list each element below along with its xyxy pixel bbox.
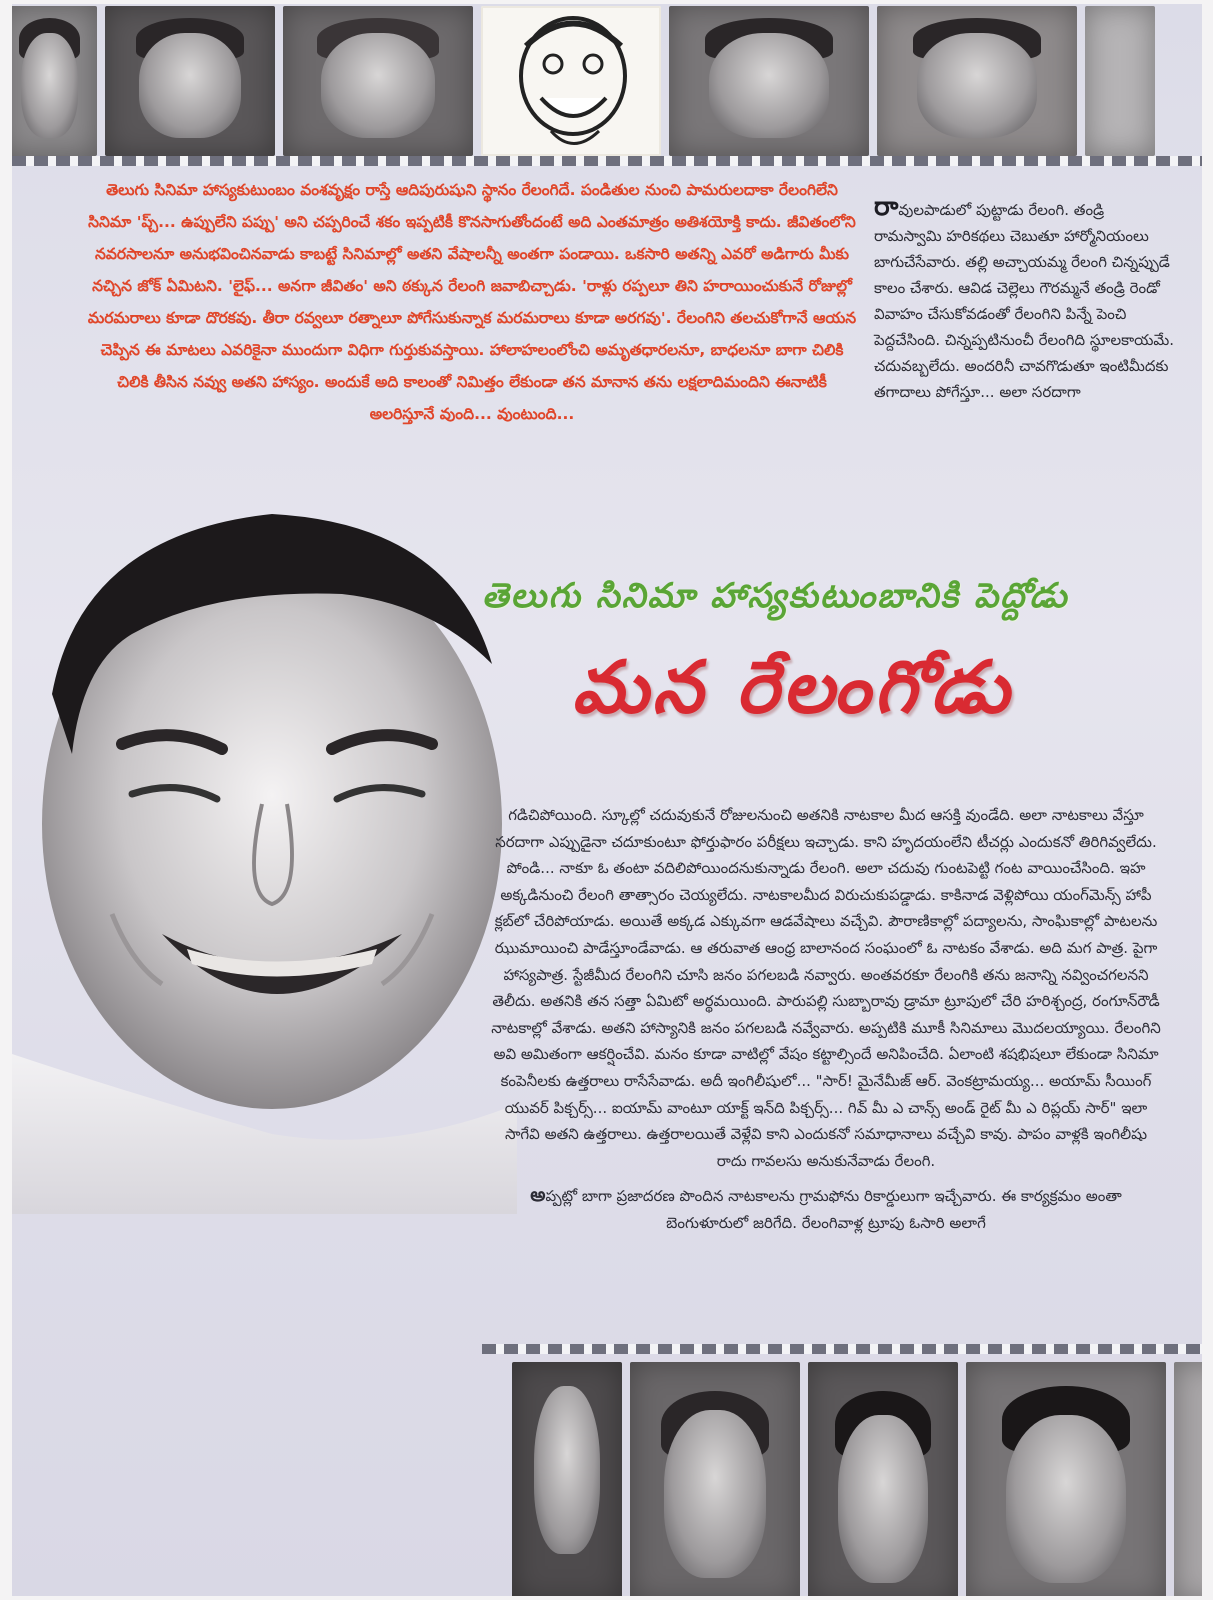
film-perforations-top: [12, 156, 1202, 166]
film-perforations-bottom: [482, 1344, 1202, 1354]
film-still-2: [105, 6, 275, 156]
body-dropcap: అ: [530, 1184, 546, 1207]
film-still-4: [669, 6, 869, 156]
caricature-sketch: [481, 6, 661, 156]
bottom-still-1: [512, 1362, 622, 1596]
bottom-still-4: [966, 1362, 1166, 1596]
body-paragraph-2-text: ప్పట్లో బాగా ప్రజాదరణ పొందిన నాటకాలను గ్రామఫోను రికార్డులుగా ఇచ్చేవారు. ఈ కార్యక్రమం అంతా బెంగుళూరులో జరిగేది. రేలంగివాళ్ల ట్రూపు ఓసారి అలాగే: [545, 1187, 1122, 1232]
main-title: మన రేలంగోడు: [572, 644, 1013, 729]
magazine-page: [12, 4, 1202, 1596]
film-still-1: [12, 6, 97, 156]
film-still-3: [283, 6, 473, 156]
body-column: [490, 802, 1162, 1245]
subtitle: తెలుగు సినిమా హాస్యకుటుంబానికి పెద్దోడు: [482, 576, 1069, 616]
film-still-6: [1085, 6, 1155, 156]
film-still-5: [877, 6, 1077, 156]
bottom-still-5: [1174, 1362, 1202, 1596]
bottom-still-2: [630, 1362, 800, 1596]
portrait-photo: [12, 494, 517, 1214]
body-paragraph-2: [490, 1182, 1162, 1236]
side-column: [874, 194, 1174, 405]
bottom-film-strip: [12, 1344, 1202, 1596]
side-dropcap: రా: [874, 192, 899, 222]
intro-paragraph: తెలుగు సినిమా హాస్యకుటుంబం వంశవృక్షం రాస్తే ఆదిపురుషుని స్థానం రేలంగిదే. పండితుల నుంచి పామరులదాకా రేలంగిలేని సినిమా 'ప్చ్... ఉప్పులేని పప్పు' అని చప్పరించే శకం ఇప్పటికీ కొనసాగుతోందంటే అది ఎంతమాత్రం అతిశయోక్తి కాదు. జీవితంలోని నవరసాలనూ అనుభవించినవాడు కాబట్టే సినిమాల్లో అతని వేషాలన్నీ అంతగా పండాయి. ఒకసారి అతన్ని ఎవరో అడిగారు మీకు నచ్చిన జోక్ ఏమిటని. 'లైఫ్... అనగా జీవితం' అని ఠక్కున రేలంగి జవాబిచ్చాడు. 'రాళ్లు రప్పలూ తిని హరాయించుకునే రోజుల్లో మరమరాలు కూడా దొరకవు. తీరా రవ్వలూ రత్నాలూ పోగేసుకున్నాక మరమరాలు కూడా అరగవు'. రేలంగిని తలచుకోగానే ఆయన చెప్పిన ఈ మాటలు ఎవరికైనా ముందుగా విధిగా గుర్తుకువస్తాయి. హాలాహలంలోంచి అమృతధారలనూ, బాధలనూ బాగా చిలికి చిలికి తీసిన నవ్వు అతని హాస్యం. అందుకే అది కాలంతో నిమిత్తం లేకుండా తన మానాన తను లక్షలాదిమందిని ఈనాటికీ అలరిస్తూనే వుంది... వుంటుంది...: [87, 181, 857, 423]
body-paragraph-1: గడిచిపోయింది. స్కూల్లో చదువుకునే రోజులనుంచి అతనికి నాటకాల మీద ఆసక్తి వుండేది. అలా నాటకాలు వేస్తూ సరదాగా ఎప్పుడైనా చదూకుంటూ ఫోర్తుఫారం పరీక్షలు ఇచ్చాడు. కాని హృదయంలేని టీచర్లు ఎందుకనో తిరిగివ్వలేదు. పోండి... నాకూ ఓ తంటా వదిలిపోయిందనుకున్నాడు రేలంగి. అలా చదువు గుంటపెట్టి గంట వాయించేసింది. ఇహ అక్కడినుంచి రేలంగి తాత్సారం చెయ్యలేదు. నాటకాలమీద విరుచుకుపడ్డాడు. కాకినాడ వెళ్లిపోయి యంగ్‌మెన్స్ హాపీ క్లబ్‌లో చేరిపోయాడు. అయితే అక్కడ ఎక్కువగా ఆడవేషాలు వచ్చేవి. పౌరాణికాల్లో పద్యాలను, సాంఘికాల్లో పాటలను ఝుమాయించి పాడేస్తూండేవాడు. ఆ తరువాత ఆంధ్ర బాలానంద సంఘంలో ఓ నాటకం వేశాడు. అది మగ పాత్ర. పైగా హాస్యపాత్ర. స్టేజీమీద రేలంగిని చూసి జనం పగలబడి నవ్వారు. అంతవరకూ రేలంగికి తను జనాన్ని నవ్వించగలనని తెలీదు. అతనికి తన సత్తా ఏమిటో అర్థమయింది. పారుపల్లి సుబ్బారావు డ్రామా ట్రూపులో చేరి హరిశ్చంద్ర, రంగూన్‌రౌడీ నాటకాల్లో వేశాడు. అతని హాస్యానికి జనం పగలబడి నవ్వేవారు. అప్పటికి మూకీ సినిమాలు మొదలయ్యాయి. రేలంగిని అవి అమితంగా ఆకర్షించేవి. మనం కూడా వాటిల్లో వేషం కట్టాల్సిందే అనిపించేది. ఏలాంటి శషభిషలూ లేకుండా సినిమా కంపెనీలకు ఉత్తరాలు రాసేసేవాడు. అదీ ఇంగిలీషులో... "సార్! మైనేమీజ్ ఆర్. వెంకట్రామయ్య... అయామ్ సీయింగ్ యువర్ పిక్చర్స్... ఐయామ్ వాంటూ యాక్ట్ ఇన్‌ది పిక్చర్స్... గివ్ మీ ఎ చాన్స్ అండ్ రైట్ మీ ఎ రిప్లయ్ సార్" ఇలా సాగేవి అతని ఉత్తరాలు. ఉత్తరాలయితే వెళ్లేవి కాని ఎందుకనో సమాధానాలు వచ్చేవి కావు. పాపం వాళ్లకి ఇంగిలీషు రాదు గావలసు అనుకునేవాడు రేలంగి.: [491, 806, 1161, 1170]
side-column-text: వులపాడులో పుట్టాడు రేలంగి. తండ్రి రామస్వామి హరికథలు చెబుతూ హార్మోనియంలు బాగుచేసేవారు. తల్లి అచ్చాయమ్మ రేలంగి చిన్నప్పుడే కాలం చేశారు. ఆవిడ చెల్లెలు గౌరమ్మనే తండ్రి రెండో వివాహం చేసుకోవడంతో రేలంగిని పిన్నే పెంచి పెద్దచేసింది. చిన్నప్పటినుంచీ రేలంగిది స్థూలకాయమే. చదువబ్బలేదు. అందరినీ చావగొడుతూ ఇంటిమీదకు తగాదాలు పోగేస్తూ... అలా సరదాగా: [874, 201, 1175, 401]
bottom-still-3: [808, 1362, 958, 1596]
